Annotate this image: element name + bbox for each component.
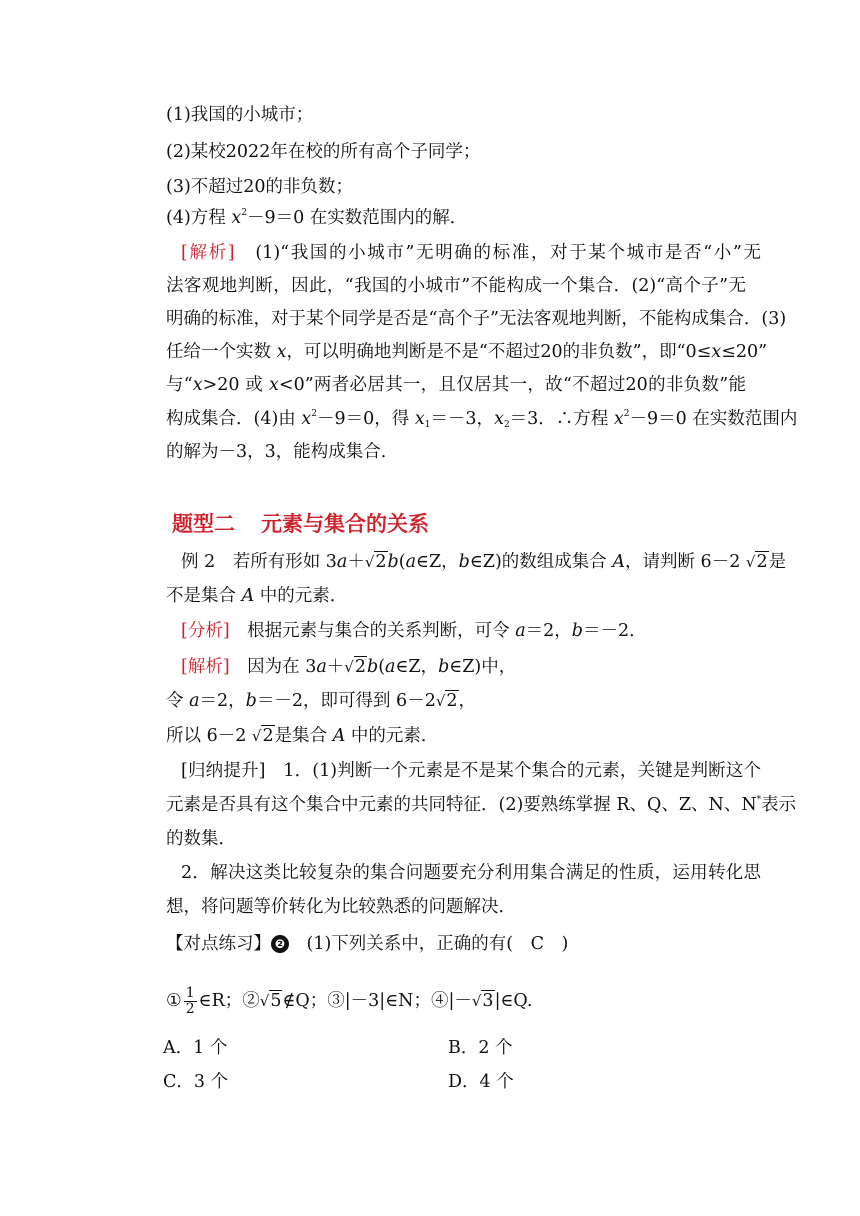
analysis-1-line-4: 任给一个实数 x，可以明确地判断是不是“不超过20的非负数”，即“0≤x≤20” [166, 342, 768, 362]
sqrt-symbol: √2 [364, 552, 387, 572]
analysis-1-line-1: [解析] (1)“我国的小城市”无明确的标准，对于某个城市是否“小”无 [181, 243, 762, 263]
jiexi-tag: [解析] [181, 657, 230, 677]
summary-line-2: 元素是否具有这个集合中元素的共同特征．(2)要熟练掌握 R、Q、Z、N、N*表示 [166, 795, 797, 815]
item-1: (1)我国的小城市； [166, 105, 314, 125]
option-b: B．2 个 [448, 1038, 513, 1058]
summary-line-4: 2．解决这类比较复杂的集合问题要充分利用集合满足的性质，运用转化思 [181, 863, 761, 883]
sqrt-symbol: √5 [259, 991, 282, 1011]
item-4: (4)方程 $x^2-9=0$ 在实数范围内的解． [166, 208, 468, 228]
item-3: (3)不超过20的非负数； [166, 177, 354, 197]
sqrt-symbol: √2 [344, 657, 366, 677]
analysis-1-line-7: 的解为－3，3，能构成集合． [166, 442, 399, 462]
option-c: C．3 个 [163, 1072, 229, 1092]
number-badge-icon: ❷ [271, 935, 289, 953]
summary-line-3: 的数集． [166, 829, 236, 849]
jiexi-2-line-2: 令 a＝2，b＝－2，即可得到 6－2√2， [166, 691, 477, 711]
jiexi-2-line-3: 所以 6－2 √2是集合 A 中的元素． [166, 726, 439, 746]
analysis-1-line-3: 明确的标准，对于某个同学是否是“高个子”无法客观地判断，不能构成集合．(3) [166, 309, 787, 329]
jiexi-2-line-1: [解析] 因为在 3a＋√2b(a∈Z，b∈Z)中， [181, 657, 517, 677]
analysis-1-line-2: 法客观地判断，因此，“我国的小城市”不能构成一个集合．(2)“高个子”无 [166, 276, 746, 296]
option-a: A．1 个 [163, 1038, 228, 1058]
fenxi-tag: [分析] [181, 621, 230, 641]
analysis-1-line-5: 与“x>20 或 x<0”两者必居其一，且仅居其一，故“不超过20的非负数”能 [166, 375, 746, 395]
sqrt-symbol: √2 [745, 552, 768, 572]
sqrt-symbol: √2 [251, 726, 274, 746]
summary-line-1: [归纳提升] 1．(1)判断一个元素是不是某个集合的元素，关键是判断这个 [181, 761, 761, 781]
exercise-line: 【对点练习】 ❷ (1)下列关系中，正确的有( C ) [166, 934, 569, 954]
sqrt-symbol: √3 [471, 991, 494, 1011]
fraction: $\frac{1}{2}$ [185, 985, 195, 1017]
item-2: (2)某校2022年在校的所有高个子同学； [166, 142, 481, 162]
option-d: D．4 个 [448, 1072, 514, 1092]
example-line-2: 不是集合 A 中的元素． [166, 586, 348, 606]
fenxi-line: [分析] 根据元素与集合的关系判断，可令 a＝2，b＝－2． [181, 621, 647, 641]
relations-line: ① $\frac{1}{2}$ ∈R；②√5∉Q；③|－3|∈N；④|－√3|∈Q. [166, 985, 533, 1017]
analysis-tag: [解析] [181, 243, 235, 263]
section-heading: 题型二 元素与集合的关系 [172, 512, 429, 536]
example-line-1: 例 2 若所有形如 3a＋√2b(a∈Z，b∈Z)的数组成集合 A，请判断 6－2 √2是 [181, 552, 787, 572]
sqrt-symbol: √2 [435, 691, 458, 711]
analysis-1-line-6: 构成集合．(4)由 $x^2-9=0$，得 $x_1=-3$，$x_2=3$．∴方程 $x^2-9=0$ 在实数范围内 [166, 409, 798, 430]
summary-line-5: 想，将问题等价转化为比较熟悉的问题解决． [166, 897, 516, 917]
